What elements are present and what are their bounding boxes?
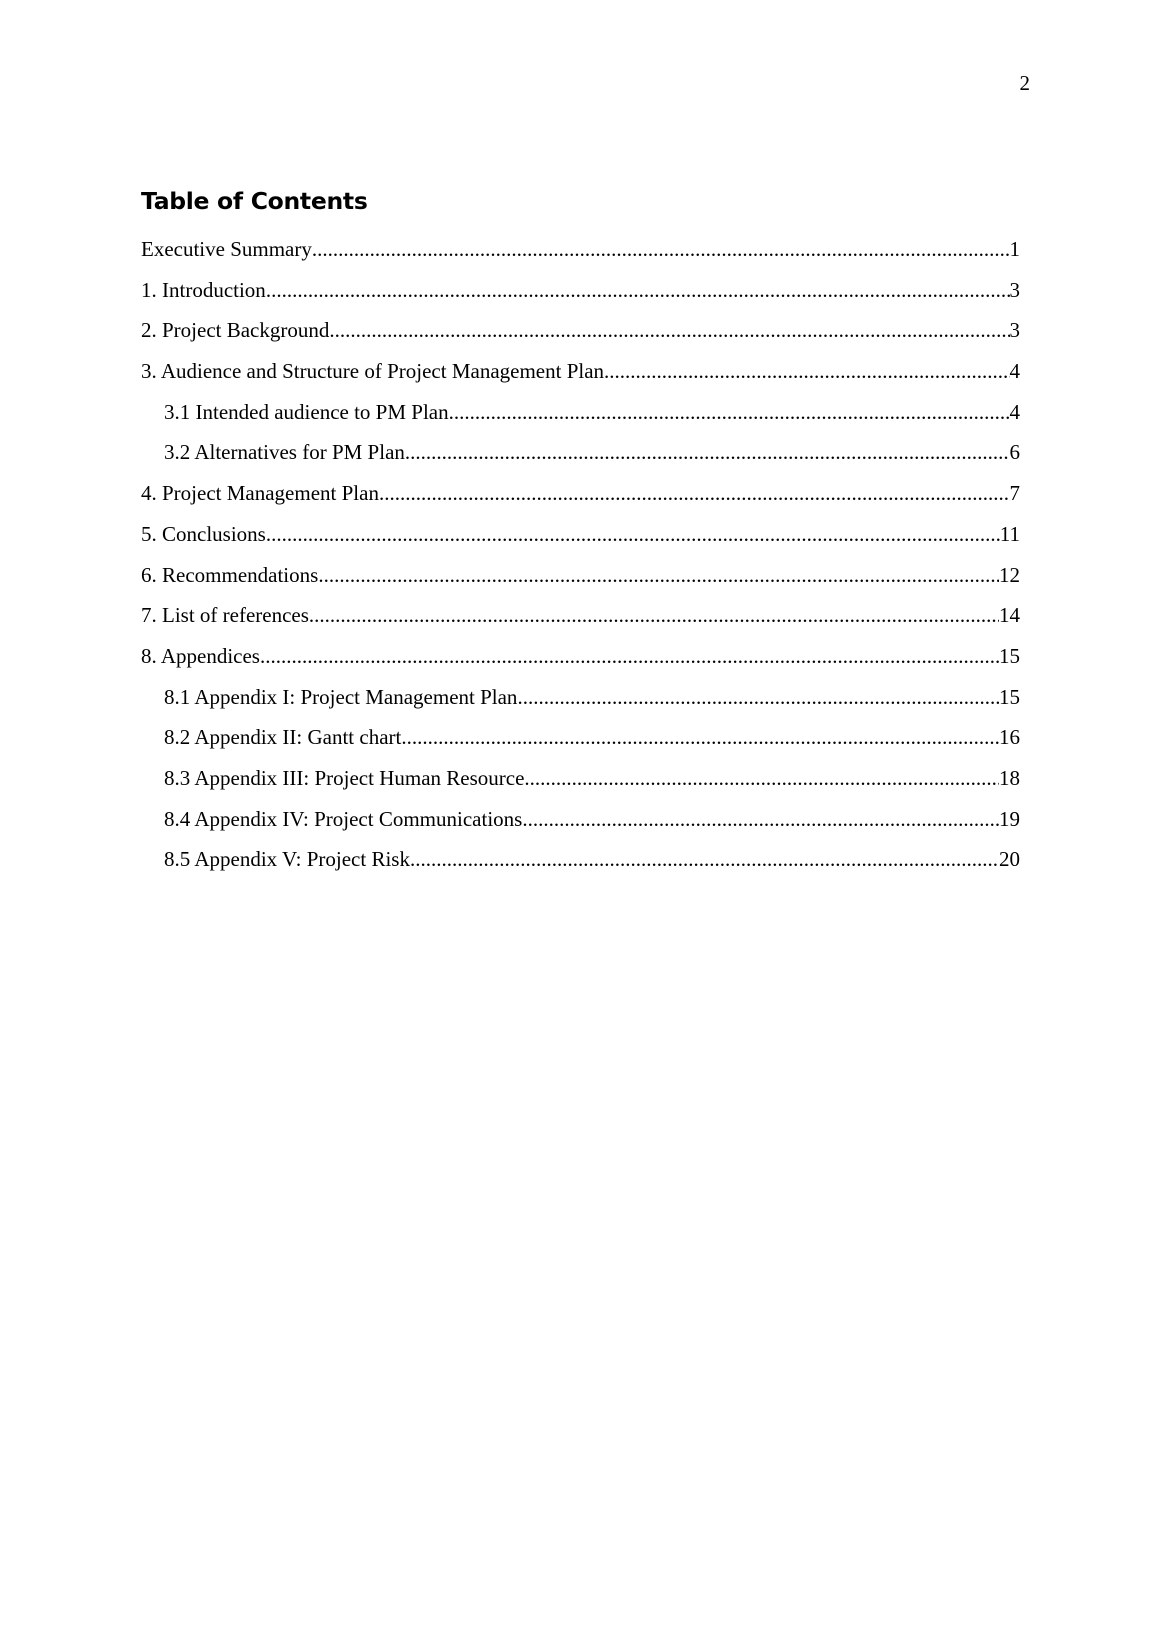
toc-entry-page: 20	[999, 847, 1020, 872]
toc-entry-page: 4	[1009, 399, 1020, 424]
toc-leader-dots	[312, 234, 1010, 264]
toc-subentry[interactable]	[141, 763, 1020, 804]
toc-subentry[interactable]	[141, 437, 1020, 478]
toc-leader-dots	[410, 844, 999, 874]
toc-leader-dots	[604, 356, 1009, 386]
toc-entry-page: 3	[1009, 318, 1020, 343]
toc-entry-page: 19	[999, 806, 1020, 831]
toc-entry-label: 5. Conclusions	[141, 521, 266, 546]
toc-entry-label: 8.3 Appendix III: Project Human Resource	[164, 765, 525, 790]
toc-leader-dots	[318, 560, 999, 590]
toc-entry[interactable]	[141, 234, 1020, 275]
toc-entry-label: 8.2 Appendix II: Gantt chart	[164, 725, 402, 750]
toc-entry[interactable]	[141, 315, 1020, 356]
toc-leader-dots	[266, 519, 1000, 549]
toc-leader-dots	[379, 478, 1010, 508]
page-number: 2	[1019, 71, 1030, 95]
toc-entry-label: 8. Appendices	[141, 643, 260, 668]
toc-leader-dots	[329, 315, 1009, 345]
toc-entry-label: 2. Project Background	[141, 318, 330, 343]
toc-subentry[interactable]	[141, 804, 1020, 845]
toc-entry-label: 6. Recommendations	[141, 562, 319, 587]
toc-leader-dots	[405, 437, 1010, 467]
toc-entry-page: 14	[999, 603, 1020, 628]
toc-entry-page: 18	[999, 765, 1020, 790]
toc-leader-dots	[401, 722, 999, 752]
toc-entry[interactable]	[141, 356, 1020, 397]
toc-entry-page: 6	[1009, 440, 1020, 465]
toc-entry-label: 3. Audience and Structure of Project Management Plan	[141, 359, 605, 384]
toc-entry[interactable]	[141, 600, 1020, 641]
toc-entry-page: 1	[1009, 237, 1020, 261]
toc-entry-page: 7	[1009, 481, 1020, 506]
toc-subentry[interactable]	[141, 682, 1020, 723]
toc-subentry[interactable]	[141, 844, 1020, 885]
toc-entry-label: 1. Introduction	[141, 277, 266, 302]
toc-entry-label: 4. Project Management Plan	[141, 481, 379, 506]
toc-entry-page: 12	[999, 562, 1020, 587]
toc-entry[interactable]	[141, 519, 1020, 560]
toc-entry-page: 16	[999, 725, 1020, 750]
toc-subentry[interactable]	[141, 722, 1020, 763]
toc-entry-label: Executive Summary	[141, 237, 312, 261]
toc-leader-dots	[449, 397, 1010, 427]
toc-leader-dots	[517, 682, 999, 712]
toc-entry-page: 15	[999, 684, 1020, 709]
toc-entry-page: 11	[999, 521, 1020, 546]
toc-entry-page: 15	[999, 643, 1020, 668]
toc-entry-page: 4	[1009, 359, 1020, 384]
toc-leader-dots	[309, 600, 999, 630]
toc-entry-label: 8.5 Appendix V: Project Risk	[164, 847, 410, 872]
toc-entry-label: 7. List of references	[141, 603, 309, 628]
toc-leader-dots	[522, 804, 999, 834]
toc-entry[interactable]	[141, 560, 1020, 601]
toc-entry-label: 3.2 Alternatives for PM Plan	[164, 440, 405, 465]
toc-entry-label: 8.1 Appendix I: Project Management Plan	[164, 684, 518, 709]
toc-entry[interactable]	[141, 478, 1020, 519]
toc-leader-dots	[266, 275, 1010, 305]
toc-title: Table of Contents	[141, 187, 368, 215]
toc-entry[interactable]	[141, 275, 1020, 316]
toc-leader-dots	[524, 763, 999, 793]
toc-subentry[interactable]	[141, 397, 1020, 438]
toc-entry-label: 8.4 Appendix IV: Project Communications	[164, 806, 523, 831]
toc-entry[interactable]	[141, 641, 1020, 682]
toc-entry-page: 3	[1009, 277, 1020, 302]
toc-leader-dots	[260, 641, 999, 671]
toc-list	[141, 234, 1020, 885]
toc-entry-label: 3.1 Intended audience to PM Plan	[164, 399, 449, 424]
